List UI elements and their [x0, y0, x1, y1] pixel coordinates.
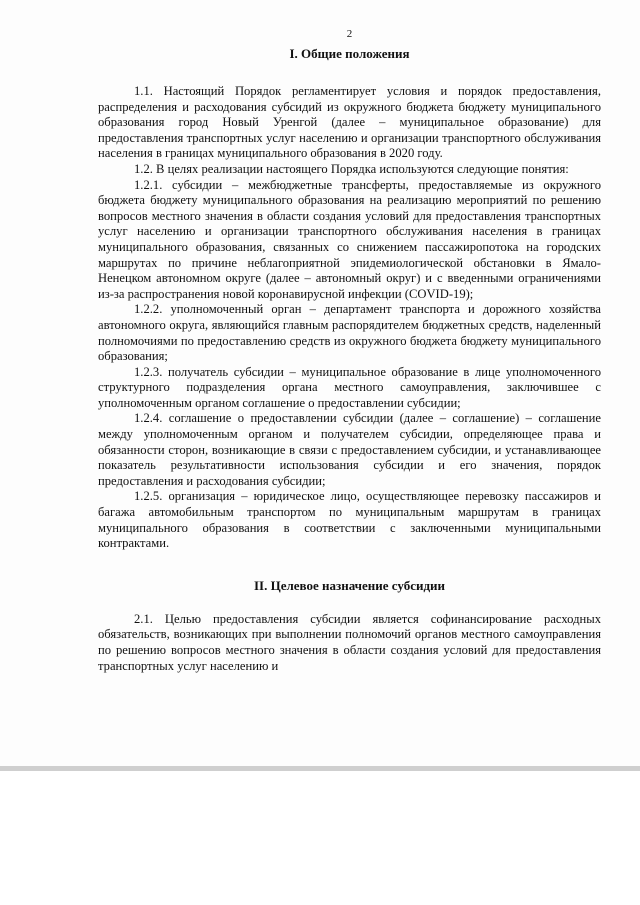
paragraph-1-2-5: 1.2.5. организация – юридическое лицо, осуществляющее перевозку пассажиров и багажа автомобильным транспортом по муниципальным маршрутам в границах муниципального образования в соответствии с заключенными муниципальными контрактами.: [98, 489, 601, 551]
paragraph-2-1: 2.1. Целью предоставления субсидии является софинансирование расходных обязательств, возникающих при выполнении полномочий органов местного самоуправления по решению вопросов местного значения в области создания условий для предоставления транспортных услуг населению и: [98, 611, 601, 673]
section-heading-purpose: II. Целевое назначение субсидии: [253, 577, 446, 593]
page-number: 2: [346, 28, 353, 40]
scan-edge-divider: [0, 766, 640, 771]
paragraph-1-1: 1.1. Настоящий Порядок регламентирует условия и порядок предоставления, распределения и расходования субсидий из окружного бюджета бюджету муниципального образования город Новый Уренгой (далее – муниципальное образование) для предоставления транспортных услуг населению и организации транспортного обслуживания населения в границах муниципального образования в 2020 году.: [98, 84, 601, 161]
paragraph-1-2: 1.2. В целях реализации настоящего Порядка используются следующие понятия:: [134, 161, 569, 176]
paragraph-1-2-1: 1.2.1. субсидии – межбюджетные трансферты, предоставляемые из окружного бюджета бюджету муниципального образования на реализацию мероприятий по решению вопросов местного значения в области создания условий для предоставления транспортных услуг населению и организации транспортного обслуживания населения в границах муниципального образования, связанных со снижением пассажиропотока на городских маршрутах по причине неблагоприятной эпидемиологической обстановки в Ямало-Ненецком автономном округе (далее – автономный округ) и с введенными ограничениями из-за распространения новой коронавирусной инфекции (COVID-19);: [98, 177, 601, 301]
section-heading-general: I. Общие положения: [289, 46, 410, 61]
paragraph-1-2-4: 1.2.4. соглашение о предоставлении субсидии (далее – соглашение) – соглашение между уполномоченным органом и получателем субсидии, определяющее права и обязанности сторон, возникающие в связи с предоставлением субсидии, и устанавливающее показатель результативности использования субсидии и его значения, порядок предоставления и расходования субсидии;: [98, 411, 601, 488]
paragraph-1-2-3: 1.2.3. получатель субсидии – муниципальное образование в лице уполномоченного структурного подразделения органа местного самоуправления, заключившее с уполномоченным органом соглашение о предоставлении субсидии;: [98, 364, 601, 410]
paragraph-1-2-2: 1.2.2. уполномоченный орган – департамент транспорта и дорожного хозяйства автономного округа, являющийся главным распорядителем бюджетных средств, наделенный полномочиями по предоставлению средств из окружного бюджета бюджету муниципального образования;: [98, 302, 601, 364]
page-body: [98, 0, 601, 674]
